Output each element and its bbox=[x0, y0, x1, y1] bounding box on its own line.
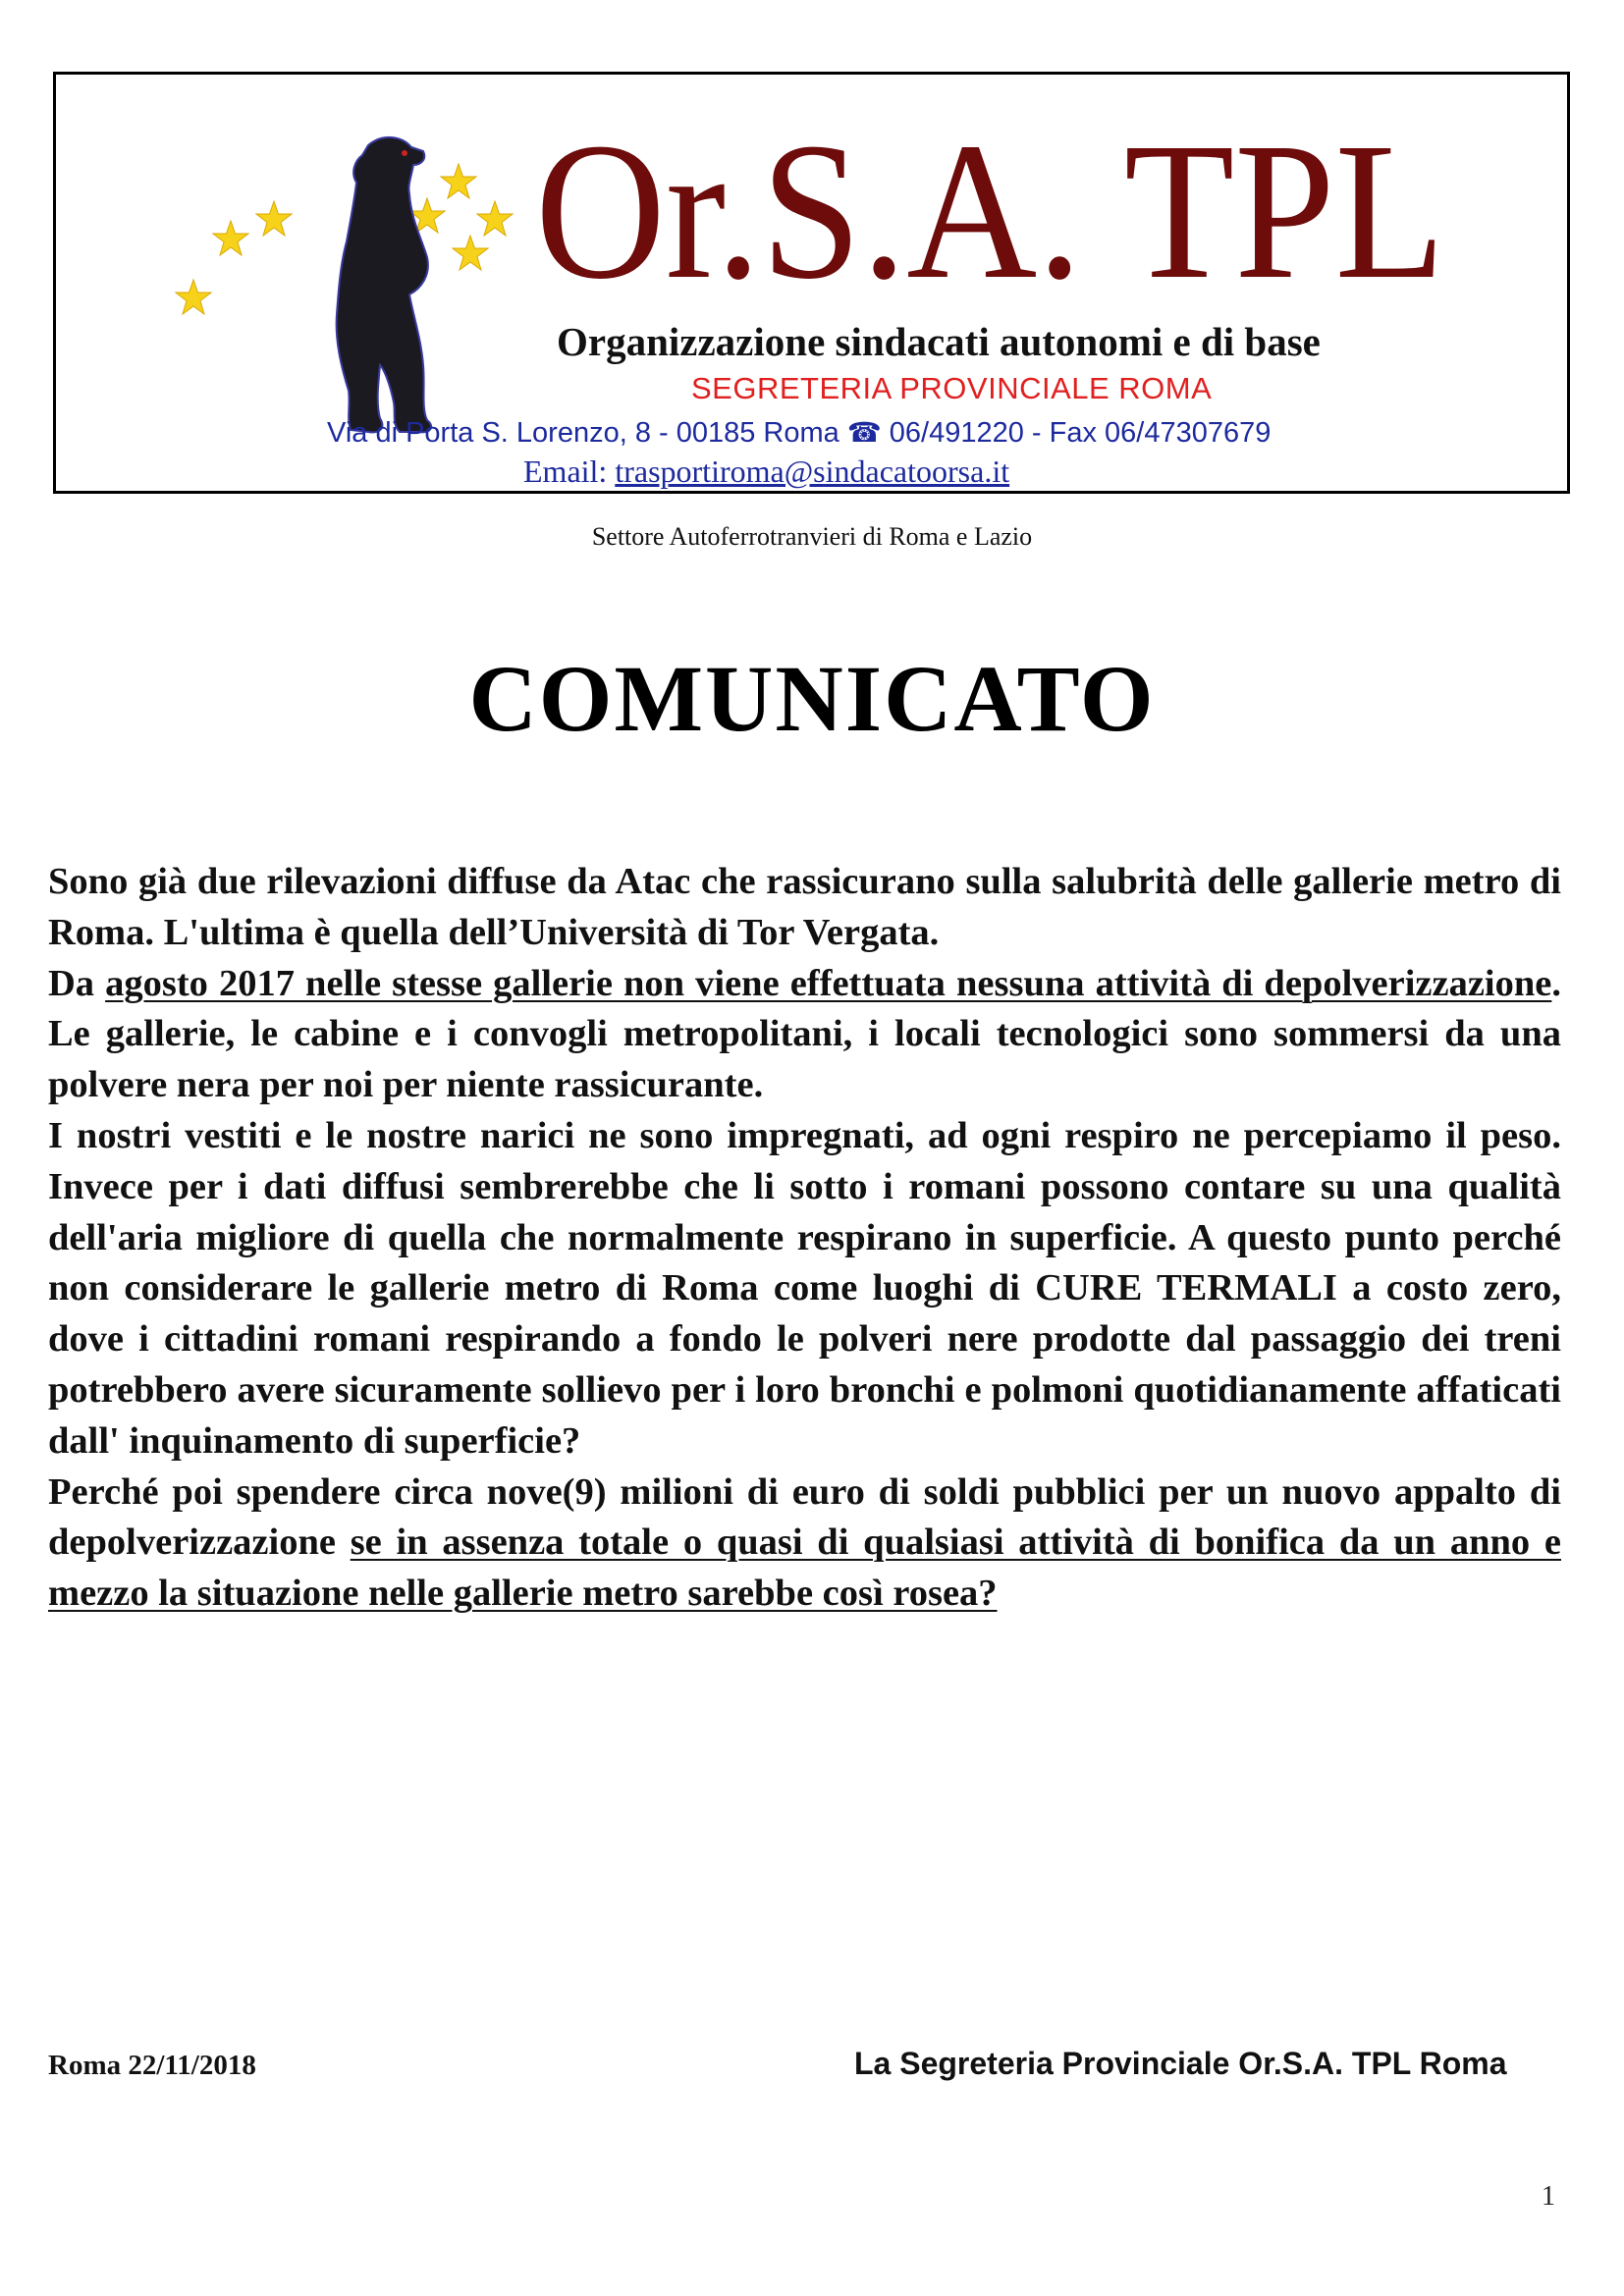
paragraph-text: Da bbox=[48, 962, 106, 1004]
contact-address bbox=[327, 416, 1271, 450]
paragraph bbox=[48, 959, 1561, 1111]
brand-name: Or.S.A. TPL bbox=[535, 103, 1446, 320]
paragraph: I nostri vestiti e le nostre narici ne sono impregnati, ad ogni respiro ne percepiamo il peso. Invece per i dati diffusi sembrerebbe che li sotto i romani possono contare su una qualità dell'aria migliore di quella che normalmente respirano in superficie. A questo punto perché non considerare le gallerie metro di Roma come luoghi di CURE TERMALI a costo zero, dove i cittadini romani respirando a fondo le polveri nere prodotte dal passaggio dei treni potrebbero avere sicuramente sollievo per i loro bronchi e polmoni quotidianamente affaticati dall' inquinamento di superficie? bbox=[48, 1114, 1561, 1462]
letterhead bbox=[53, 72, 1570, 494]
contact-email bbox=[523, 454, 1009, 490]
star-icon bbox=[256, 201, 292, 236]
star-icon bbox=[176, 280, 211, 314]
underlined-text: se in assenza totale o quasi di qualsiasi attività di bonifica da un anno e mezzo la situazione nelle gallerie metro sarebbe così rosea? bbox=[48, 1522, 1561, 1615]
email-label: Email: bbox=[523, 454, 616, 489]
page-number: 1 bbox=[1542, 2181, 1555, 2212]
star-icon bbox=[477, 201, 513, 236]
sector-line: Settore Autoferrotranvieri di Roma e Lazio bbox=[591, 522, 1033, 551]
telephone-icon: ☎ bbox=[846, 417, 882, 448]
underlined-text: agosto 2017 nelle stesse gallerie non viene effettuata nessuna attività di depolverizzazione bbox=[105, 962, 1552, 1004]
bear-icon bbox=[337, 137, 432, 432]
paragraph-text: Perché poi spendere circa nove(9) milioni di euro di soldi pubblici per un nuovo appalto di depolverizzazione bbox=[48, 1470, 1561, 1564]
document-title: COMUNICATO bbox=[468, 646, 1156, 751]
address-text: Via di Porta S. Lorenzo, 8 - 00185 Roma bbox=[327, 417, 847, 449]
organization-subtitle: Organizzazione sindacati autonomi e di base bbox=[557, 319, 1321, 364]
paragraph bbox=[48, 1468, 1561, 1620]
star-icon bbox=[213, 221, 248, 255]
star-icon bbox=[441, 164, 476, 198]
email-link[interactable]: trasportiroma@sindacatoorsa.it bbox=[615, 454, 1010, 489]
office-name: SEGRETERIA PROVINCIALE ROMA bbox=[691, 371, 1213, 405]
footer-signature: La Segreteria Provinciale Or.S.A. TPL Roma bbox=[854, 2046, 1507, 2081]
star-icon bbox=[453, 236, 488, 270]
communique-body bbox=[48, 857, 1561, 1620]
phone-fax-text: 06/491220 - Fax 06/47307679 bbox=[881, 417, 1272, 449]
footer-date: Roma 22/11/2018 bbox=[48, 2050, 256, 2081]
paragraph: Sono già due rilevazioni diffuse da Atac che rassicurano sulla salubrità delle gallerie metro di Roma. L'ultima è quella dell’Università di Tor Vergata. bbox=[48, 861, 1561, 953]
paragraph-text: . Le gallerie, le cabine e i convogli metropolitani, i locali tecnologici sono sommersi da una polvere nera per noi per niente rassicurante. bbox=[48, 962, 1561, 1106]
